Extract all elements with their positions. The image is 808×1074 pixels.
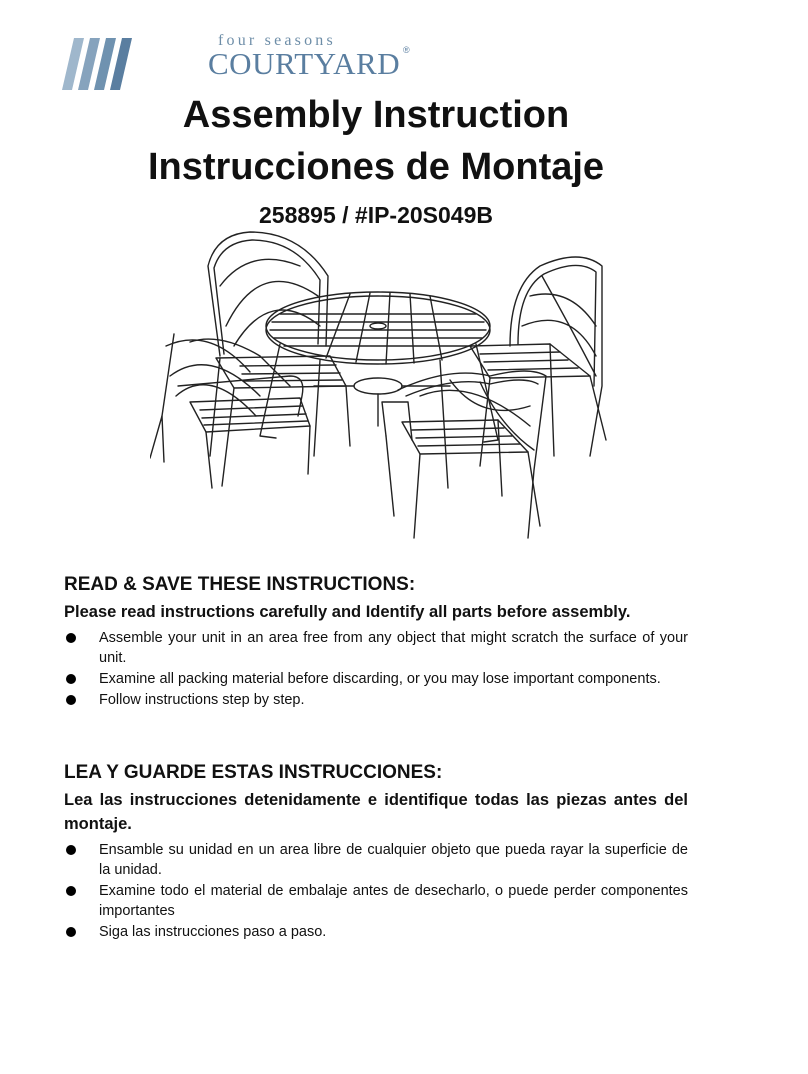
table-icon xyxy=(260,292,498,488)
bullet-icon xyxy=(66,886,76,896)
chair-back-left-icon xyxy=(208,232,350,486)
english-bullet-list xyxy=(64,628,688,710)
spanish-subheading: Lea las instrucciones detenidamente e identifique todas las piezas antes del montaje. xyxy=(64,791,688,833)
title-spanish: Instrucciones de Montaje xyxy=(147,146,605,188)
brand-logo xyxy=(62,30,410,94)
list-item: Ensamble su unidad en un area libre de cualquier objeto que pueda rayar la superficie de la unidad. xyxy=(64,840,688,880)
list-item: Examine todo el material de embalaje antes de desecharlo, o puede perder componentes importantes xyxy=(64,881,688,921)
english-instructions xyxy=(64,574,688,711)
bullet-icon xyxy=(66,927,76,937)
bullet-icon xyxy=(66,633,76,643)
registered-mark: ® xyxy=(403,45,410,55)
title-english: Assembly Instruction xyxy=(182,94,570,136)
list-item: Assemble your unit in an area free from any object that might scratch the surface of your unit. xyxy=(64,628,688,668)
list-item: Siga las instrucciones paso a paso. xyxy=(64,922,688,942)
brand-name: COURTYARD xyxy=(208,46,401,81)
patio-set-illustration xyxy=(150,226,620,547)
bullet-icon xyxy=(66,695,76,705)
spanish-bullet-list xyxy=(64,840,688,942)
spanish-heading: LEA Y GUARDE ESTAS INSTRUCCIONES: xyxy=(64,762,443,783)
model-number: 258895 / #IP-20S049B xyxy=(258,202,493,228)
english-heading: READ & SAVE THESE INSTRUCTIONS: xyxy=(64,574,416,595)
list-item: Examine all packing material before discarding, or you may lose important components. xyxy=(64,669,688,689)
brand-tagline: four seasons xyxy=(218,32,336,49)
list-item: Follow instructions step by step. xyxy=(64,690,688,710)
spanish-instructions xyxy=(64,762,688,943)
english-subheading: Please read instructions carefully and Identify all parts before assembly. xyxy=(64,603,631,621)
bullet-icon xyxy=(66,845,76,855)
logo-stripes-icon xyxy=(62,36,142,92)
chair-front-right-icon xyxy=(382,371,546,538)
bullet-icon xyxy=(66,674,76,684)
